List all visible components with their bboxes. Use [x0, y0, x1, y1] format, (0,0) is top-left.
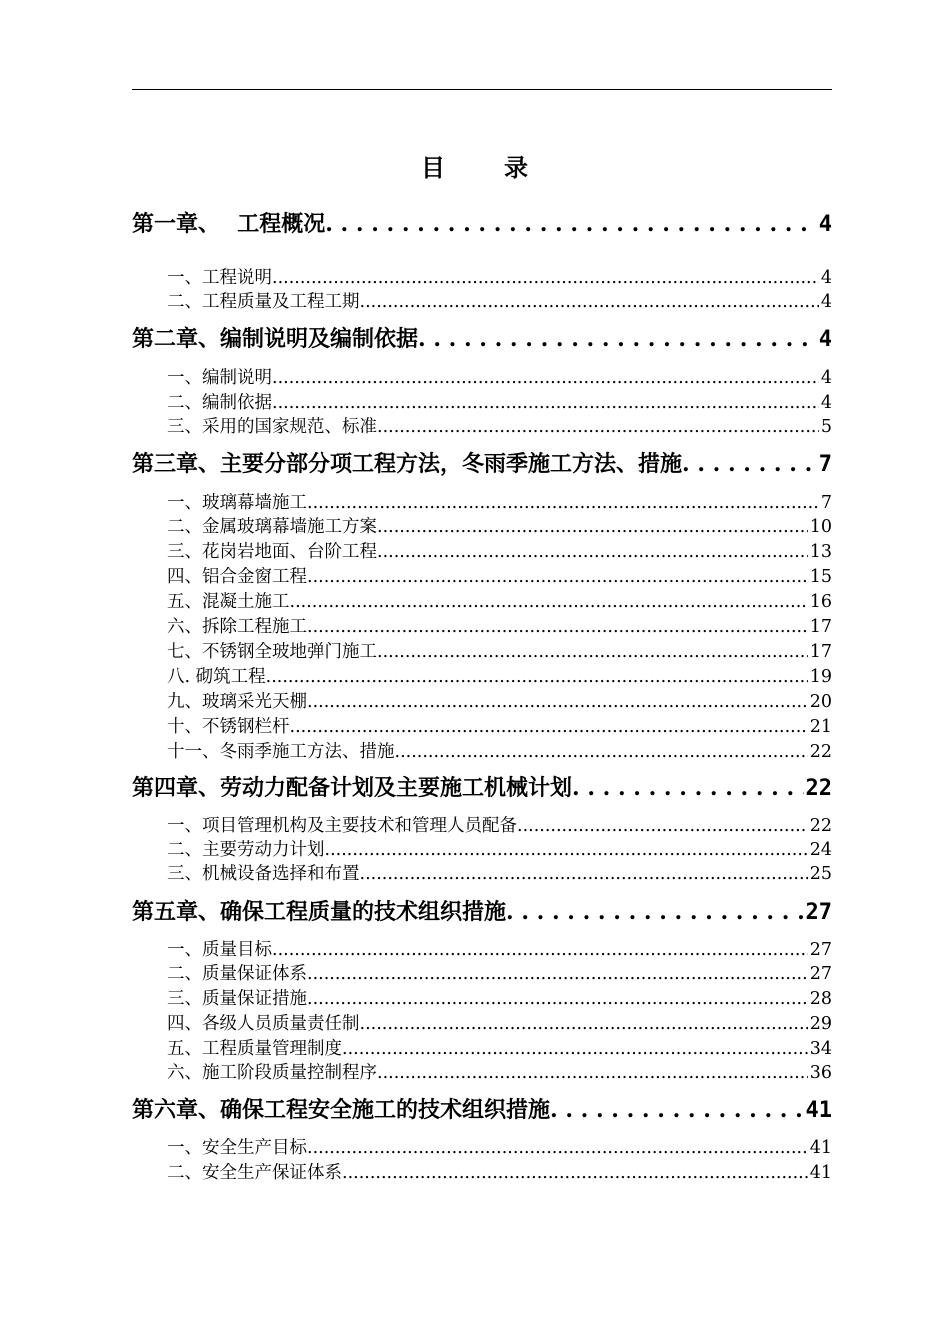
toc-section[interactable] — [167, 489, 832, 513]
section-label: 九、玻璃采光天棚 — [167, 692, 307, 712]
toc-chapter-4[interactable] — [132, 771, 832, 801]
section-page: 41 — [809, 1163, 832, 1183]
chapter-page: 4 — [818, 212, 832, 237]
toc-chapter-2[interactable] — [132, 322, 832, 352]
section-label: 六、施工阶段质量控制程序 — [167, 1063, 377, 1083]
chapter-title: 工程概况 — [237, 211, 326, 237]
toc-chapter-5[interactable] — [132, 895, 832, 925]
toc-section[interactable] — [167, 1159, 832, 1183]
section-page: 4 — [820, 368, 832, 388]
section-page: 5 — [820, 417, 832, 437]
section-label: 三、花岗岩地面、台阶工程 — [167, 542, 377, 562]
section-label: 一、工程说明 — [167, 268, 272, 288]
section-label: 五、工程质量管理制度 — [167, 1039, 342, 1059]
section-label: 二、安全生产保证体系 — [167, 1163, 342, 1183]
section-page: 24 — [809, 840, 832, 860]
section-page: 17 — [809, 617, 832, 637]
toc-section[interactable] — [167, 812, 832, 836]
header-rule — [132, 89, 832, 90]
section-label: 二、金属玻璃幕墙施工方案 — [167, 517, 377, 537]
section-label: 三、质量保证措施 — [167, 989, 307, 1009]
toc-section[interactable] — [167, 713, 832, 737]
section-label: 一、玻璃幕墙施工 — [167, 493, 307, 513]
section-page: 4 — [820, 268, 832, 288]
toc-section[interactable] — [167, 413, 832, 437]
toc-section[interactable] — [167, 836, 832, 860]
section-label: 六、拆除工程施工 — [167, 617, 307, 637]
toc-section[interactable] — [167, 389, 832, 413]
chapter-title: 第五章、确保工程质量的技术组织措施 — [132, 899, 507, 925]
toc-section[interactable] — [167, 860, 832, 884]
section-page: 34 — [809, 1039, 832, 1059]
section-label: 一、编制说明 — [167, 368, 272, 388]
section-page: 21 — [809, 717, 832, 737]
toc-section[interactable] — [167, 936, 832, 960]
section-label: 四、各级人员质量责任制 — [167, 1014, 360, 1034]
section-label: 三、采用的国家规范、标准 — [167, 417, 377, 437]
section-label: 五、混凝土施工 — [167, 592, 290, 612]
toc-section[interactable] — [167, 738, 832, 762]
section-page: 22 — [809, 742, 832, 762]
section-page: 22 — [809, 816, 832, 836]
toc-chapter-1[interactable] — [132, 207, 832, 237]
chapter-page: 27 — [805, 900, 832, 925]
title-char-1: 目 — [421, 153, 446, 182]
toc-section[interactable] — [167, 364, 832, 388]
toc-section[interactable] — [167, 588, 832, 612]
chapter-page: 22 — [805, 776, 832, 801]
section-page: 4 — [820, 292, 832, 312]
toc-section[interactable] — [167, 613, 832, 637]
toc-section[interactable] — [167, 538, 832, 562]
toc-chapter-3[interactable] — [132, 447, 832, 477]
section-page: 29 — [809, 1014, 832, 1034]
section-label: 二、编制依据 — [167, 393, 272, 413]
section-page: 36 — [809, 1063, 832, 1083]
section-page: 27 — [809, 940, 832, 960]
toc-section[interactable] — [167, 1134, 832, 1158]
toc-section[interactable] — [167, 264, 832, 288]
section-label: 十、不锈钢栏杆 — [167, 717, 290, 737]
section-page: 17 — [809, 642, 832, 662]
chapter-title: 第六章、确保工程安全施工的技术组织措施 — [132, 1097, 551, 1123]
toc-section[interactable] — [167, 288, 832, 312]
page-title — [0, 148, 950, 183]
section-page: 28 — [809, 989, 832, 1009]
section-label: 七、不锈钢全玻地弹门施工 — [167, 642, 377, 662]
section-label: 四、铝合金窗工程 — [167, 567, 307, 587]
section-label: 一、项目管理机构及主要技术和管理人员配备 — [167, 816, 517, 836]
section-label: 一、安全生产目标 — [167, 1138, 307, 1158]
toc-section[interactable] — [167, 1010, 832, 1034]
toc-section[interactable] — [167, 960, 832, 984]
toc-section[interactable] — [167, 513, 832, 537]
toc-section[interactable] — [167, 563, 832, 587]
toc-section[interactable] — [167, 1059, 832, 1083]
section-page: 19 — [809, 667, 832, 687]
toc-section[interactable] — [167, 638, 832, 662]
toc-section[interactable] — [167, 688, 832, 712]
chapter-title: 第四章、劳动力配备计划及主要施工机械计划 — [132, 775, 573, 801]
section-label: 三、机械设备选择和布置 — [167, 864, 360, 884]
toc-section[interactable] — [167, 663, 832, 687]
section-page: 27 — [809, 964, 832, 984]
toc-section[interactable] — [167, 985, 832, 1009]
chapter-title: 第二章、编制说明及编制依据 — [132, 326, 419, 352]
section-page: 10 — [809, 517, 832, 537]
section-label: 二、主要劳动力计划 — [167, 840, 325, 860]
chapter-number: 第一章、 — [132, 211, 221, 237]
chapter-page: 41 — [805, 1098, 832, 1123]
section-page: 25 — [809, 864, 832, 884]
section-page: 41 — [809, 1138, 832, 1158]
toc-chapter-6[interactable] — [132, 1093, 832, 1123]
chapter-title: 第三章、主要分部分项工程方法，冬雨季施工方法、措施 — [132, 451, 683, 477]
chapter-page: 4 — [818, 327, 832, 352]
section-page: 13 — [809, 542, 832, 562]
section-page: 4 — [820, 393, 832, 413]
title-char-2: 录 — [504, 153, 529, 182]
section-label: 一、质量目标 — [167, 940, 272, 960]
section-label: 二、质量保证体系 — [167, 964, 307, 984]
section-page: 7 — [820, 493, 832, 513]
toc-section[interactable] — [167, 1035, 832, 1059]
section-label: 二、工程质量及工程工期 — [167, 292, 360, 312]
section-page: 16 — [809, 592, 832, 612]
section-page: 20 — [809, 692, 832, 712]
section-label: 十一、冬雨季施工方法、措施 — [167, 742, 395, 762]
chapter-page: 7 — [818, 452, 832, 477]
section-label: 八. 砌筑工程 — [167, 667, 266, 687]
section-page: 15 — [809, 567, 832, 587]
